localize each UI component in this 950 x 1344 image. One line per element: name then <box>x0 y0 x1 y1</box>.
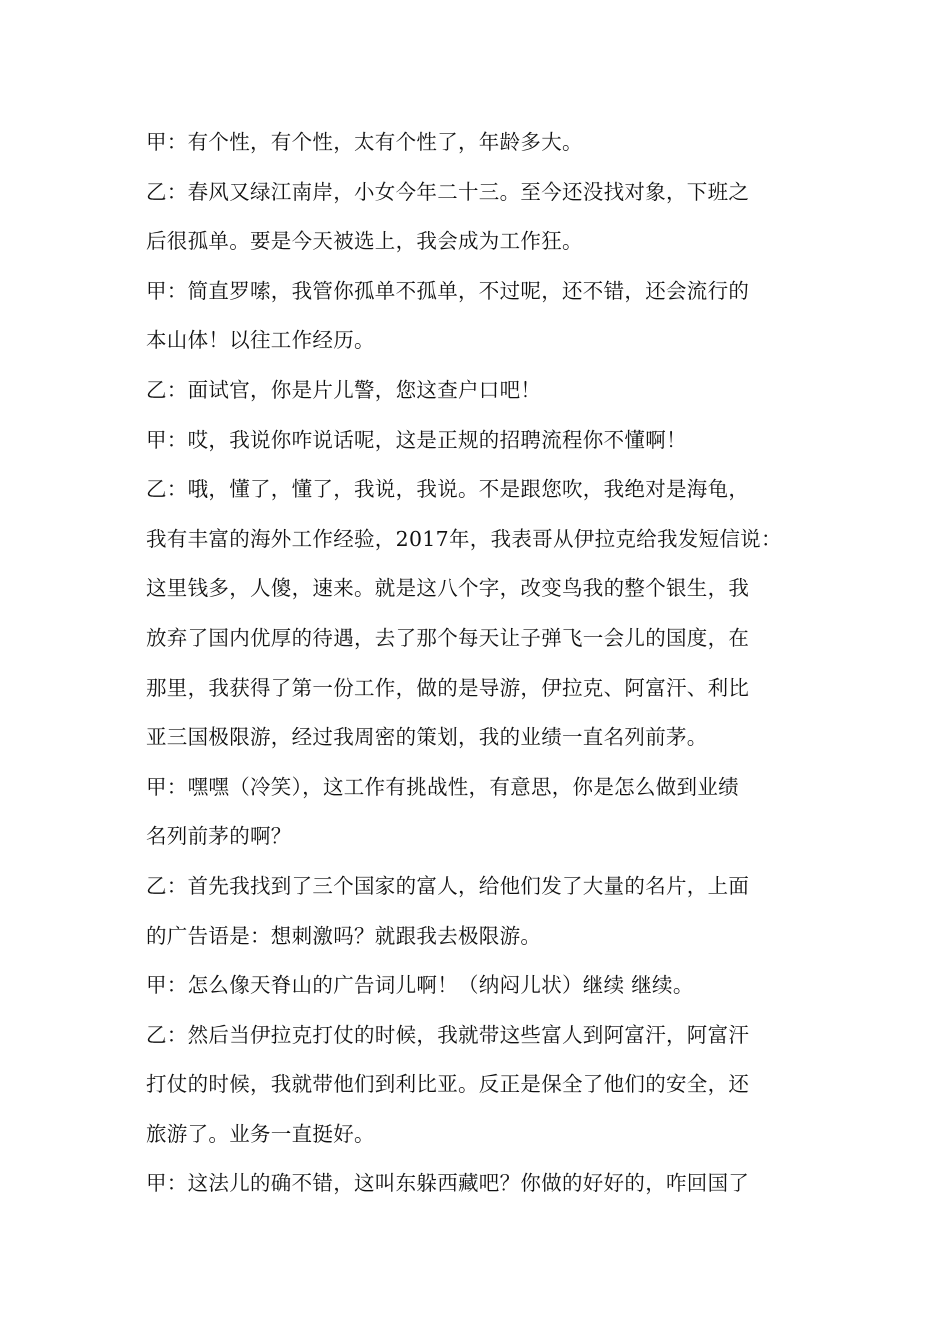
text-line-9: 我有丰富的海外工作经验，2017年，我表哥从伊拉克给我发短信说： <box>146 526 782 551</box>
text-line-15: 名列前茅的啊？ <box>146 824 292 849</box>
text-line-20: 打仗的时候，我就带他们到利比亚。反正是保全了他们的安全，还 <box>146 1072 750 1097</box>
text-line-6: 乙：面试官，你是片儿警，您这查户口吧！ <box>146 377 542 402</box>
text-line-14: 甲：嘿嘿（冷笑），这工作有挑战性，有意思，你是怎么做到业绩 <box>146 774 739 799</box>
text-line-13: 亚三国极限游，经过我周密的策划，我的业绩一直名列前茅。 <box>146 725 708 750</box>
text-line-12: 那里，我获得了第一份工作，做的是导游，伊拉克、阿富汗、利比 <box>146 675 750 700</box>
text-line-17: 的广告语是：想刺激吗？就跟我去极限游。 <box>146 923 542 948</box>
text-line-1: 甲：有个性，有个性，太有个性了，年龄多大。 <box>146 130 583 154</box>
text-line-19: 乙：然后当伊拉克打仗的时候，我就带这些富人到阿富汗，阿富汗 <box>146 1022 750 1047</box>
text-line-5: 本山体！以往工作经历。 <box>146 328 375 353</box>
text-line-3: 后很孤单。要是今天被选上，我会成为工作狂。 <box>146 229 583 254</box>
text-line-10: 这里钱多，人傻，速来。就是这八个字，改变鸟我的整个银生，我 <box>146 576 750 601</box>
text-line-8: 乙：哦，懂了，懂了，我说，我说。不是跟您吹，我绝对是海龟， <box>146 477 750 502</box>
text-line-22: 甲：这法儿的确不错，这叫东躲西藏吧？你做的好好的，咋回国了 <box>146 1171 750 1196</box>
text-line-21: 旅游了。业务一直挺好。 <box>146 1121 375 1146</box>
text-line-4: 甲：简直罗嗦，我管你孤单不孤单，不过呢，还不错，还会流行的 <box>146 278 750 303</box>
text-line-11: 放弃了国内优厚的待遇，去了那个每天让子弹飞一会儿的国度，在 <box>146 625 750 650</box>
text-line-16: 乙：首先我找到了三个国家的富人，给他们发了大量的名片，上面 <box>146 873 750 898</box>
text-line-2: 乙：春风又绿江南岸，小女今年二十三。至今还没找对象，下班之 <box>146 179 750 204</box>
text-line-7: 甲：哎，我说你咋说话呢，这是正规的招聘流程你不懂啊！ <box>146 427 687 452</box>
dialogue-text <box>146 122 826 1213</box>
text-line-18: 甲：怎么像天脊山的广告词儿啊！（纳闷儿状）继续 继续。 <box>146 973 694 998</box>
